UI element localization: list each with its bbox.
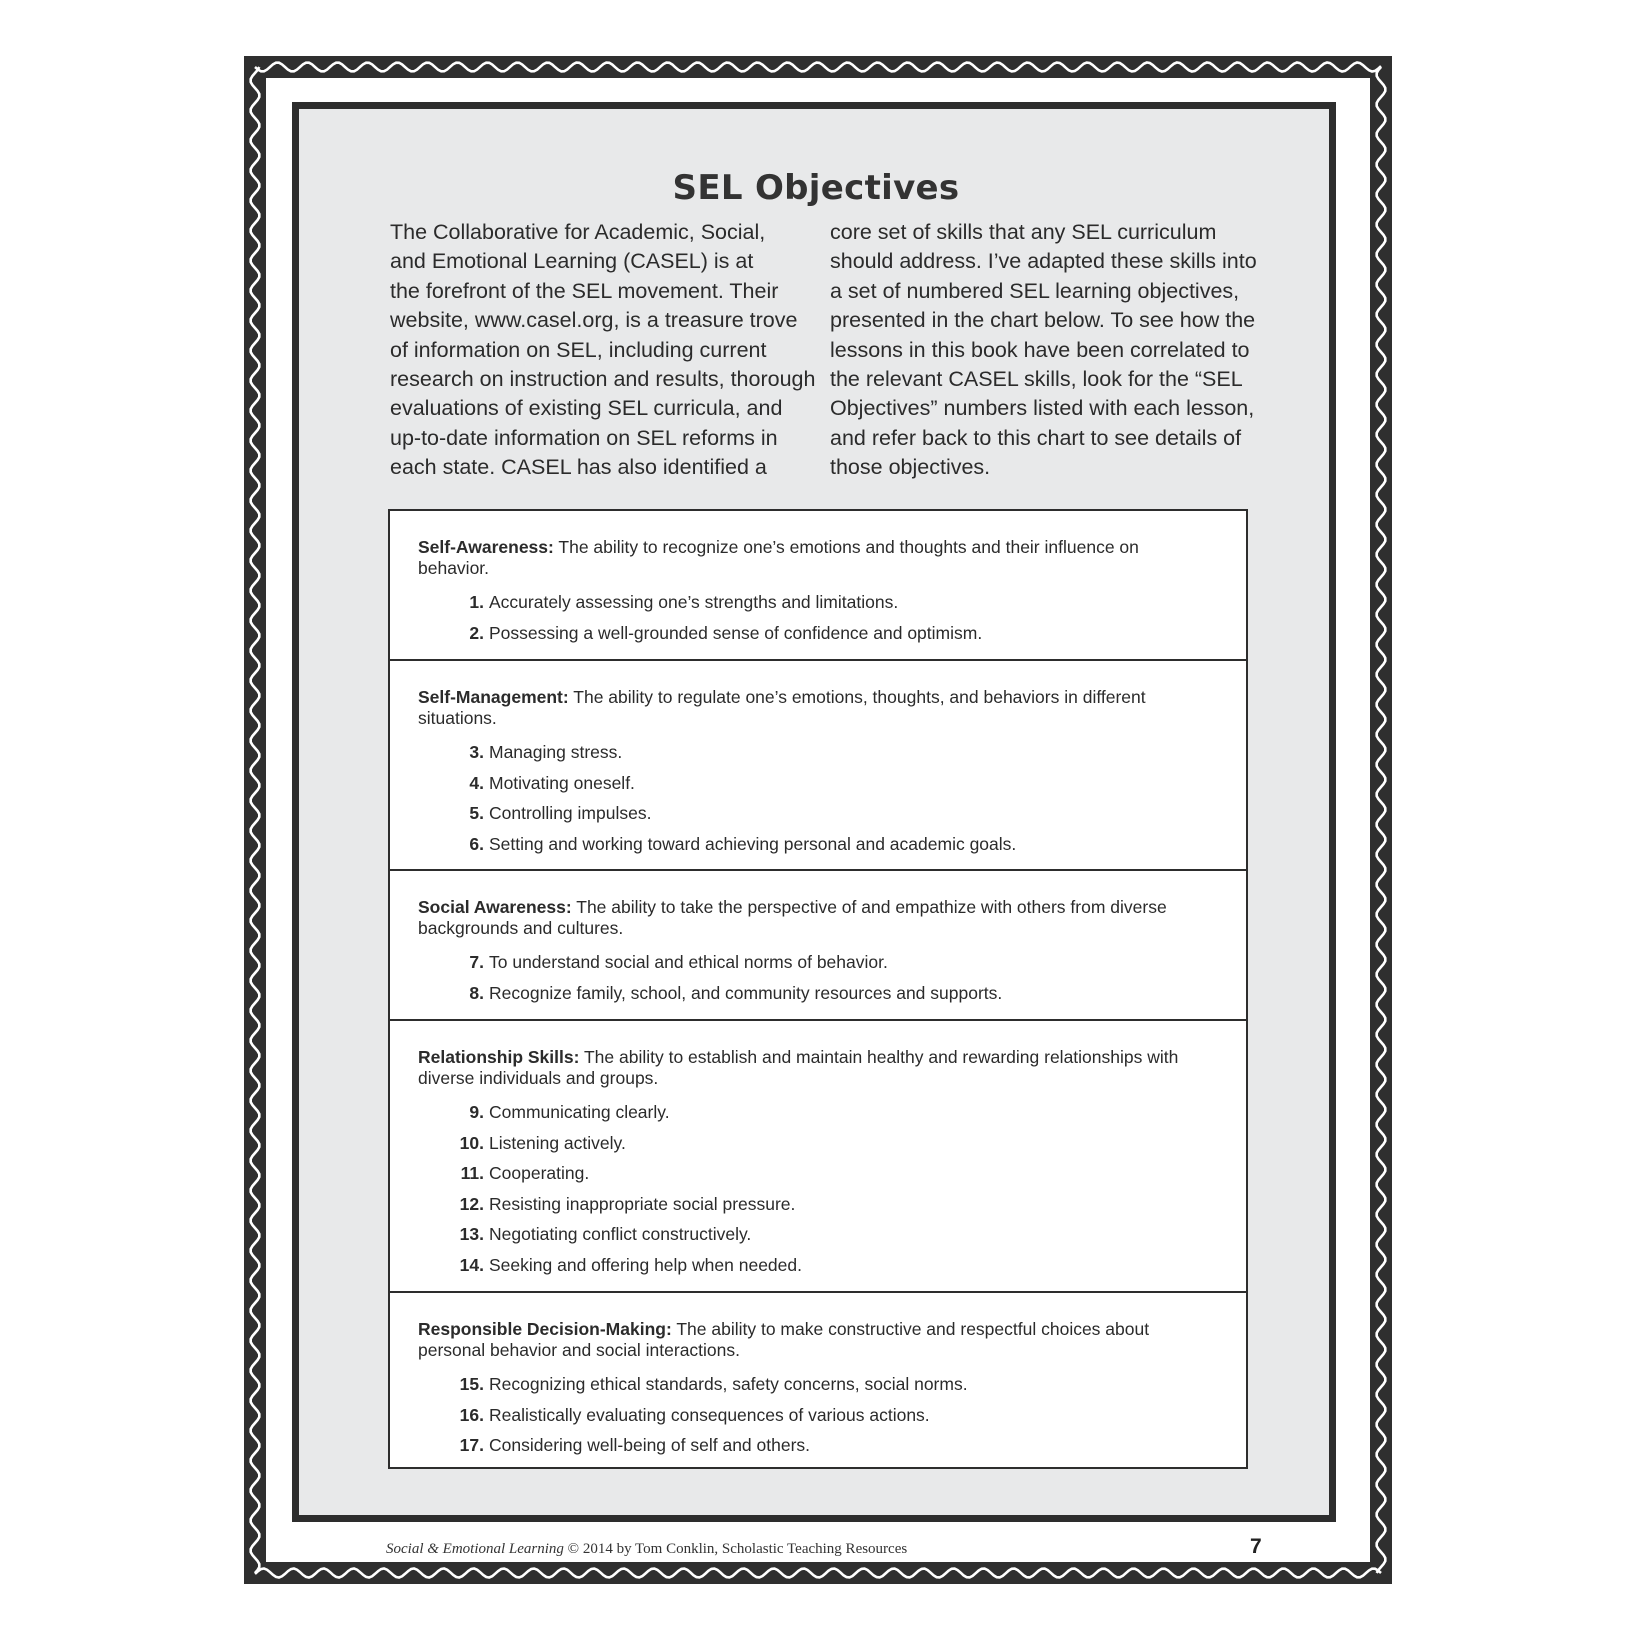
objective-item (418, 1400, 1218, 1431)
objective-item (418, 1430, 1218, 1461)
section-self-awareness (390, 511, 1246, 661)
objective-text: Seeking and offering help when needed. (489, 1254, 802, 1275)
intro-line: of information on SEL, including current (390, 337, 767, 362)
section-description-text: The ability to regulate one’s emotions, thoughts, and behaviors in different situations. (418, 687, 1146, 728)
section-heading: Self-Management: (418, 687, 569, 707)
objective-text: Setting and working toward achieving personal and academic goals. (489, 833, 1017, 854)
objective-item (418, 737, 1218, 768)
section-description-text: The ability to establish and maintain healthy and rewarding relationships with diverse individuals and groups. (418, 1047, 1179, 1088)
objective-item (418, 1128, 1218, 1159)
objective-item (418, 978, 1218, 1009)
objective-item (418, 798, 1218, 829)
section-responsible-decision-making (390, 1293, 1246, 1467)
section-self-management (390, 661, 1246, 871)
section-description (418, 897, 1208, 939)
intro-line: each state. CASEL has also identified a (390, 455, 767, 480)
section-description (418, 1319, 1208, 1361)
intro-line: and refer back to this chart to see details of (830, 425, 1242, 450)
objective-text: Recognizing ethical standards, safety concerns, social norms. (489, 1374, 968, 1394)
objective-number: 16. (459, 1404, 484, 1425)
objective-text: Recognize family, school, and community resources and supports. (489, 982, 1003, 1003)
section-description-text: The ability to take the perspective of and empathize with others from diverse backgrounds and cultures. (418, 897, 1167, 938)
intro-line: core set of skills that any SEL curriculum (830, 220, 1217, 244)
section-heading: Self-Awareness: (418, 537, 554, 557)
objective-number: 14. (459, 1254, 484, 1275)
objective-item (418, 1369, 1218, 1400)
objective-list (418, 737, 1218, 859)
objective-text: To understand social and ethical norms of behavior. (489, 952, 888, 972)
objective-number: 12. (459, 1193, 484, 1214)
intro-line: website, www.casel.org, is a treasure trove (390, 308, 798, 333)
objective-text: Motivating oneself. (489, 772, 635, 793)
objective-text: Negotiating conflict constructively. (489, 1224, 752, 1244)
intro-line: and Emotional Learning (CASEL) is at (390, 249, 754, 274)
section-description (418, 1047, 1208, 1089)
objective-text: Cooperating. (489, 1163, 590, 1183)
section-description (418, 687, 1208, 729)
intro-line: those objectives. (830, 455, 991, 480)
intro-line: the relevant CASEL skills, look for the “SEL (830, 367, 1243, 392)
intro-line: The Collaborative for Academic, Social, (390, 220, 766, 244)
intro-line: Objectives” numbers listed with each lesson, (830, 396, 1255, 421)
page-number: 7 (1250, 1535, 1262, 1558)
section-description-text: The ability to make constructive and respectful choices about personal behavior and social interactions. (418, 1319, 1150, 1360)
intro-line: evaluations of existing SEL curricula, and (390, 396, 783, 421)
objective-number: 3. (469, 742, 484, 762)
objective-text: Listening actively. (489, 1132, 626, 1153)
objective-number: 8. (469, 982, 484, 1003)
objective-number: 11. (460, 1163, 484, 1183)
intro-line: should address. I’ve adapted these skills into (830, 249, 1257, 274)
intro-column-right (830, 218, 1257, 483)
objective-list (418, 1097, 1218, 1280)
footer-book-title: Social & Emotional Learning (386, 1541, 564, 1557)
objective-text: Communicating clearly. (489, 1102, 670, 1122)
objective-number: 9. (469, 1102, 484, 1122)
section-heading: Social Awareness: (418, 897, 572, 917)
objective-item (418, 768, 1218, 799)
intro-line: up-to-date information on SEL reforms in (390, 425, 778, 450)
objective-item (418, 829, 1218, 860)
objective-list (418, 1369, 1218, 1461)
section-heading: Responsible Decision-Making: (418, 1319, 672, 1339)
objectives-table (388, 509, 1248, 1469)
objective-item (418, 1250, 1218, 1281)
section-description (418, 537, 1208, 579)
objective-number: 6. (469, 833, 484, 854)
intro-line: the forefront of the SEL movement. Their (390, 278, 779, 303)
objective-number: 5. (469, 803, 484, 823)
objective-list (418, 587, 1218, 648)
objective-item (418, 587, 1218, 618)
objective-item (418, 1219, 1218, 1250)
objective-item (418, 618, 1218, 649)
objective-text: Possessing a well-grounded sense of confidence and optimism. (489, 622, 983, 643)
objective-number: 15. (459, 1374, 484, 1394)
objective-number: 17. (459, 1435, 484, 1455)
objective-number: 10. (459, 1132, 484, 1153)
intro-line: lessons in this book have been correlated to (830, 337, 1250, 362)
objective-list (418, 947, 1218, 1008)
objective-item (418, 947, 1218, 978)
intro-line: presented in the chart below. To see how the (830, 308, 1256, 333)
objective-text: Managing stress. (489, 742, 623, 762)
objective-text: Considering well-being of self and others. (489, 1435, 811, 1455)
objective-number: 1. (469, 592, 484, 612)
objective-number: 7. (469, 952, 484, 972)
objective-number: 2. (469, 622, 484, 643)
objective-text: Controlling impulses. (489, 803, 652, 823)
objective-item (418, 1189, 1218, 1220)
intro-column-left (390, 218, 816, 483)
objective-text: Realistically evaluating consequences of various actions. (489, 1404, 930, 1425)
section-relationship-skills (390, 1021, 1246, 1293)
footer-credit (386, 1541, 907, 1558)
page-title: SEL Objectives (672, 168, 960, 208)
objective-text: Resisting inappropriate social pressure. (489, 1193, 796, 1214)
objective-item (418, 1097, 1218, 1128)
intro-line: a set of numbered SEL learning objectives, (830, 278, 1240, 303)
objective-text: Accurately assessing one’s strengths and limitations. (489, 592, 899, 612)
section-description-text: The ability to recognize one’s emotions and thoughts and their influence on behavior. (418, 537, 1139, 578)
footer-copyright: © 2014 by Tom Conklin, Scholastic Teaching Resources (563, 1541, 908, 1557)
objective-number: 13. (459, 1224, 484, 1244)
intro-line: research on instruction and results, thorough (390, 367, 816, 392)
section-heading: Relationship Skills: (418, 1047, 580, 1067)
section-social-awareness (390, 871, 1246, 1021)
objective-number: 4. (469, 772, 484, 793)
objective-item (418, 1158, 1218, 1189)
